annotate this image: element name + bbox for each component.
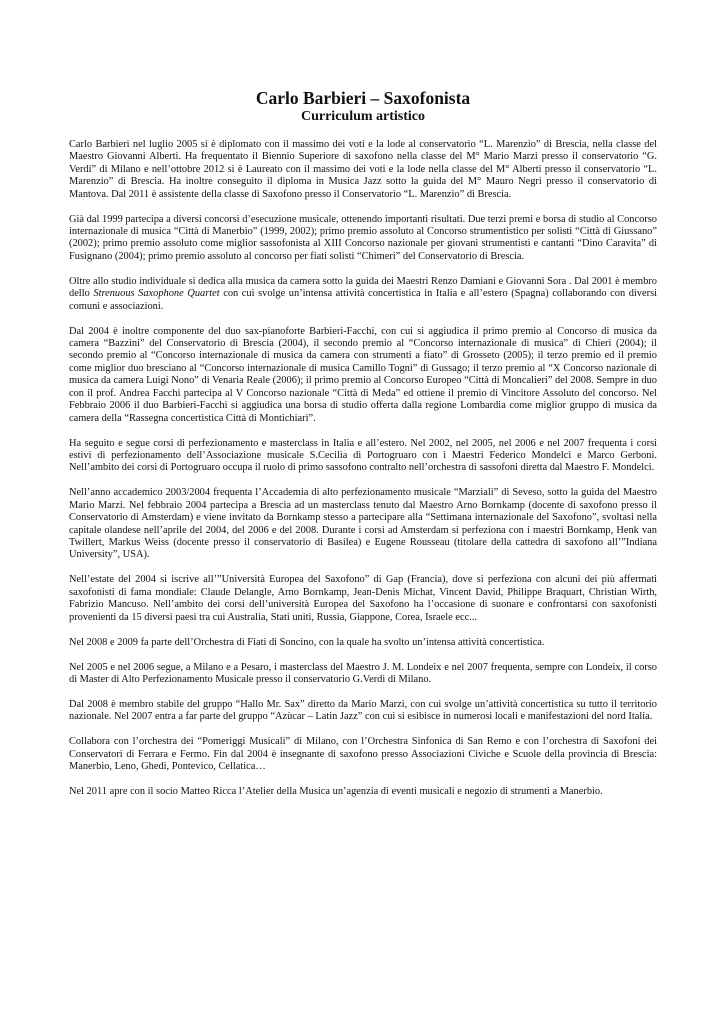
paragraph-masterclasses: Ha seguito e segue corsi di perfezionamento e masterclass in Italia e all’estero. Nel 2002, nel 2005, nel 2006 e nel 2007 frequenta i corsi estivi di perfezionamento dell’Associazione musicale S.Cecilia di Portogruaro con i Maestri Federico Mondelci e Marco Gerboni. Nell’ambito dei corsi di Portogruaro occupa il ruolo di primo sassofono contralto nell’orchestra di sassofoni diretta dal Maestro F. Mondelci. <box>69 437 657 474</box>
paragraph-groups: Dal 2008 è membro stabile del gruppo “Hallo Mr. Sax” diretto da Mario Marzi, con cui svolge un’attività concertistica su tutto il territorio nazionale. Nel 2007 entra a far parte del gruppo “Azùcar – Latin Jazz” con cui si esibisce in numerosi locali e manifestazioni del nord Italia. <box>69 698 657 723</box>
paragraph-londeix: Nel 2005 e nel 2006 segue, a Milano e a Pesaro, i masterclass del Maestro J. M. Londeix e nel 2007 frequenta, sempre con Londeix, il corso di Master di Alto Perfezionamento Musicale presso il conservatorio G.Verdi di Milano. <box>69 661 657 685</box>
paragraph-duo: Dal 2004 è inoltre componente del duo sax-pianoforte Barbieri-Facchi, con cui si aggiudica il primo premio al Concorso di musica da camera “Bazzini” del Conservatorio di Brescia (2004), il secondo premio al “Concorso internazionale di musica” di Chieri (2004); il secondo premio al “Concorso internazionale di musica da camera con strumenti a fiato” di Grosseto (2005); il terzo premio ed il premio come miglior duo bresciano al “Concorso internazionale di musica Camillo Togni” di Gussago; il terzo premio al “X Concorso nazionale di musica da camera Luigi Nono” di Venaria Reale (2006); il primo premio al Concorso Europeo “Città di Moncalieri” del 2008. Sempre in duo con il prof. Andrea Facchi partecipa al V Concorso nazionale “Città di Meda” ed ottiene il premio di Vincitore Assoluto del concorso. Nel Febbraio 2006 il duo Barbieri-Facchi si aggiudica una borsa di studio offerta dalla regione Lombardia come miglior gruppo di musica da camera della “Rassegna concertistica Città di Montichiari”. <box>69 325 657 424</box>
paragraph-european-university: Nell’estate del 2004 si iscrive all’”Università Europea del Saxofono” di Gap (Francia), dove si perfeziona con alcuni dei più affermati saxofonisti di fama mondiale: Claude Delangle, Arno Bornkamp, Jean-Denis Michat, Vincent David, Philippe Braquart, Christian Wirth, Fabrizio Mancuso. Nell’ambito dei corsi dell’università Europea del Saxofono ha l’occasione di suonare e confrontarsi con saxofonisti provenienti da 15 diversi paesi tra cui Australia, Stati uniti, Russia, Giappone, Corea, Israele ecc... <box>69 574 657 623</box>
paragraph-competitions: Già dal 1999 partecipa a diversi concorsi d’esecuzione musicale, ottenendo importanti risultati. Due terzi premi e borsa di studio al Concorso internazionale di musica “Città di Manerbio” (1999, 2002); primo premio assoluto al Concorso strumentistico per solisti “Città di Giussano” (2002); primo premio assoluto come miglior sassofonista al XIII Concorso nazionale per giovani strumentisti e cantanti “Dino Caravita” di Fusignano (2004); primo premio assoluto al concorso per fiati solisti “Chimeri” del Conservatorio di Brescia. <box>69 213 657 262</box>
page-subtitle: Curriculum artistico <box>300 109 426 124</box>
paragraph-text: con cui svolge un’intensa attività concertistica in Italia e all’estero (Spagna) collaborando con diversi comuni e associazioni. <box>69 288 658 312</box>
paragraph-atelier: Nel 2011 apre con il socio Matteo Ricca l’Atelier della Musica un’agenzia di eventi musicali e negozio di strumenti a Manerbio. <box>69 786 603 798</box>
paragraph-orchestras-teaching: Collabora con l’orchestra dei “Pomeriggi Musicali” di Milano, con l’Orchestra Sinfonica di San Remo e con l’orchestra di Saxofoni dei Conservatori di Ferrara e Fermo. Fin dal 2004 è insegnante di saxofono presso Associazioni Civiche e Scuole della provincia di Brescia: Manerbio, Leno, Ghedi, Pontevico, Cellatica… <box>69 736 657 773</box>
paragraph-education: Carlo Barbieri nel luglio 2005 si è diplomato con il massimo dei voti e la lode al conservatorio “L. Marenzio” di Brescia, nella classe del Maestro Giovanni Alberti. Ha frequentato il Biennio Superiore di saxofono nella classe del M° Mario Marzi presso il conservatorio “G. Verdi” di Milano e nell’ottobre 2012 si è Laureato con il massimo dei voti e la lode nella classe del M° Alberti presso il conservatorio “L. Marenzio” di Brescia. Ha inoltre conseguito il diploma in Musica Jazz sotto la guida del M° Mauro Negri presso il conservatorio di Mantova. Dal 2011 è assistente della classe di Saxofono presso il Conservatorio “L. Marenzio” di Brescia. <box>69 139 657 200</box>
paragraph-chamber-music <box>69 276 657 313</box>
document-page <box>69 88 657 811</box>
page-title: Carlo Barbieri – Saxofonista <box>255 88 471 108</box>
quartet-name: Strenuous Saxophone Quartet <box>93 288 220 300</box>
paragraph-wind-orchestra: Nel 2008 e 2009 fa parte dell’Orchestra di Fiati di Soncino, con la quale ha svolto un’intensa attività concertistica. <box>69 636 545 648</box>
paragraph-academy: Nell’anno accademico 2003/2004 frequenta l’Accademia di alto perfezionamento musicale “Marziali” di Seveso, sotto la guida del Maestro Mario Marzi. Nel febbraio 2004 partecipa a Brescia ad un masterclass tenuto dal Maestro Arno Bornkamp (docente di saxofono presso il Conservatorio di Amsterdam) e viene invitato da Bornkamp stesso a partecipare alla “Settimana internazionale del Saxofono”, svoltasi nella capitale olandese nell’aprile del 2004, del 2006 e del 2008. Durante i corsi ad Amsterdam si perfeziona con i maestri Bornkamp, Henk van Twillert, Markus Weiss (docente presso il conservatorio di Basilea) e Eugene Rousseau (titolare della cattedra di saxofono all’”Indiana University”, USA). <box>69 487 657 561</box>
paragraph-text: Oltre allo studio individuale si dedica alla musica da camera sotto la guida dei Maestri Renzo Damiani e Giovanni Sora . Dal 2001 è membro dello <box>69 275 657 300</box>
